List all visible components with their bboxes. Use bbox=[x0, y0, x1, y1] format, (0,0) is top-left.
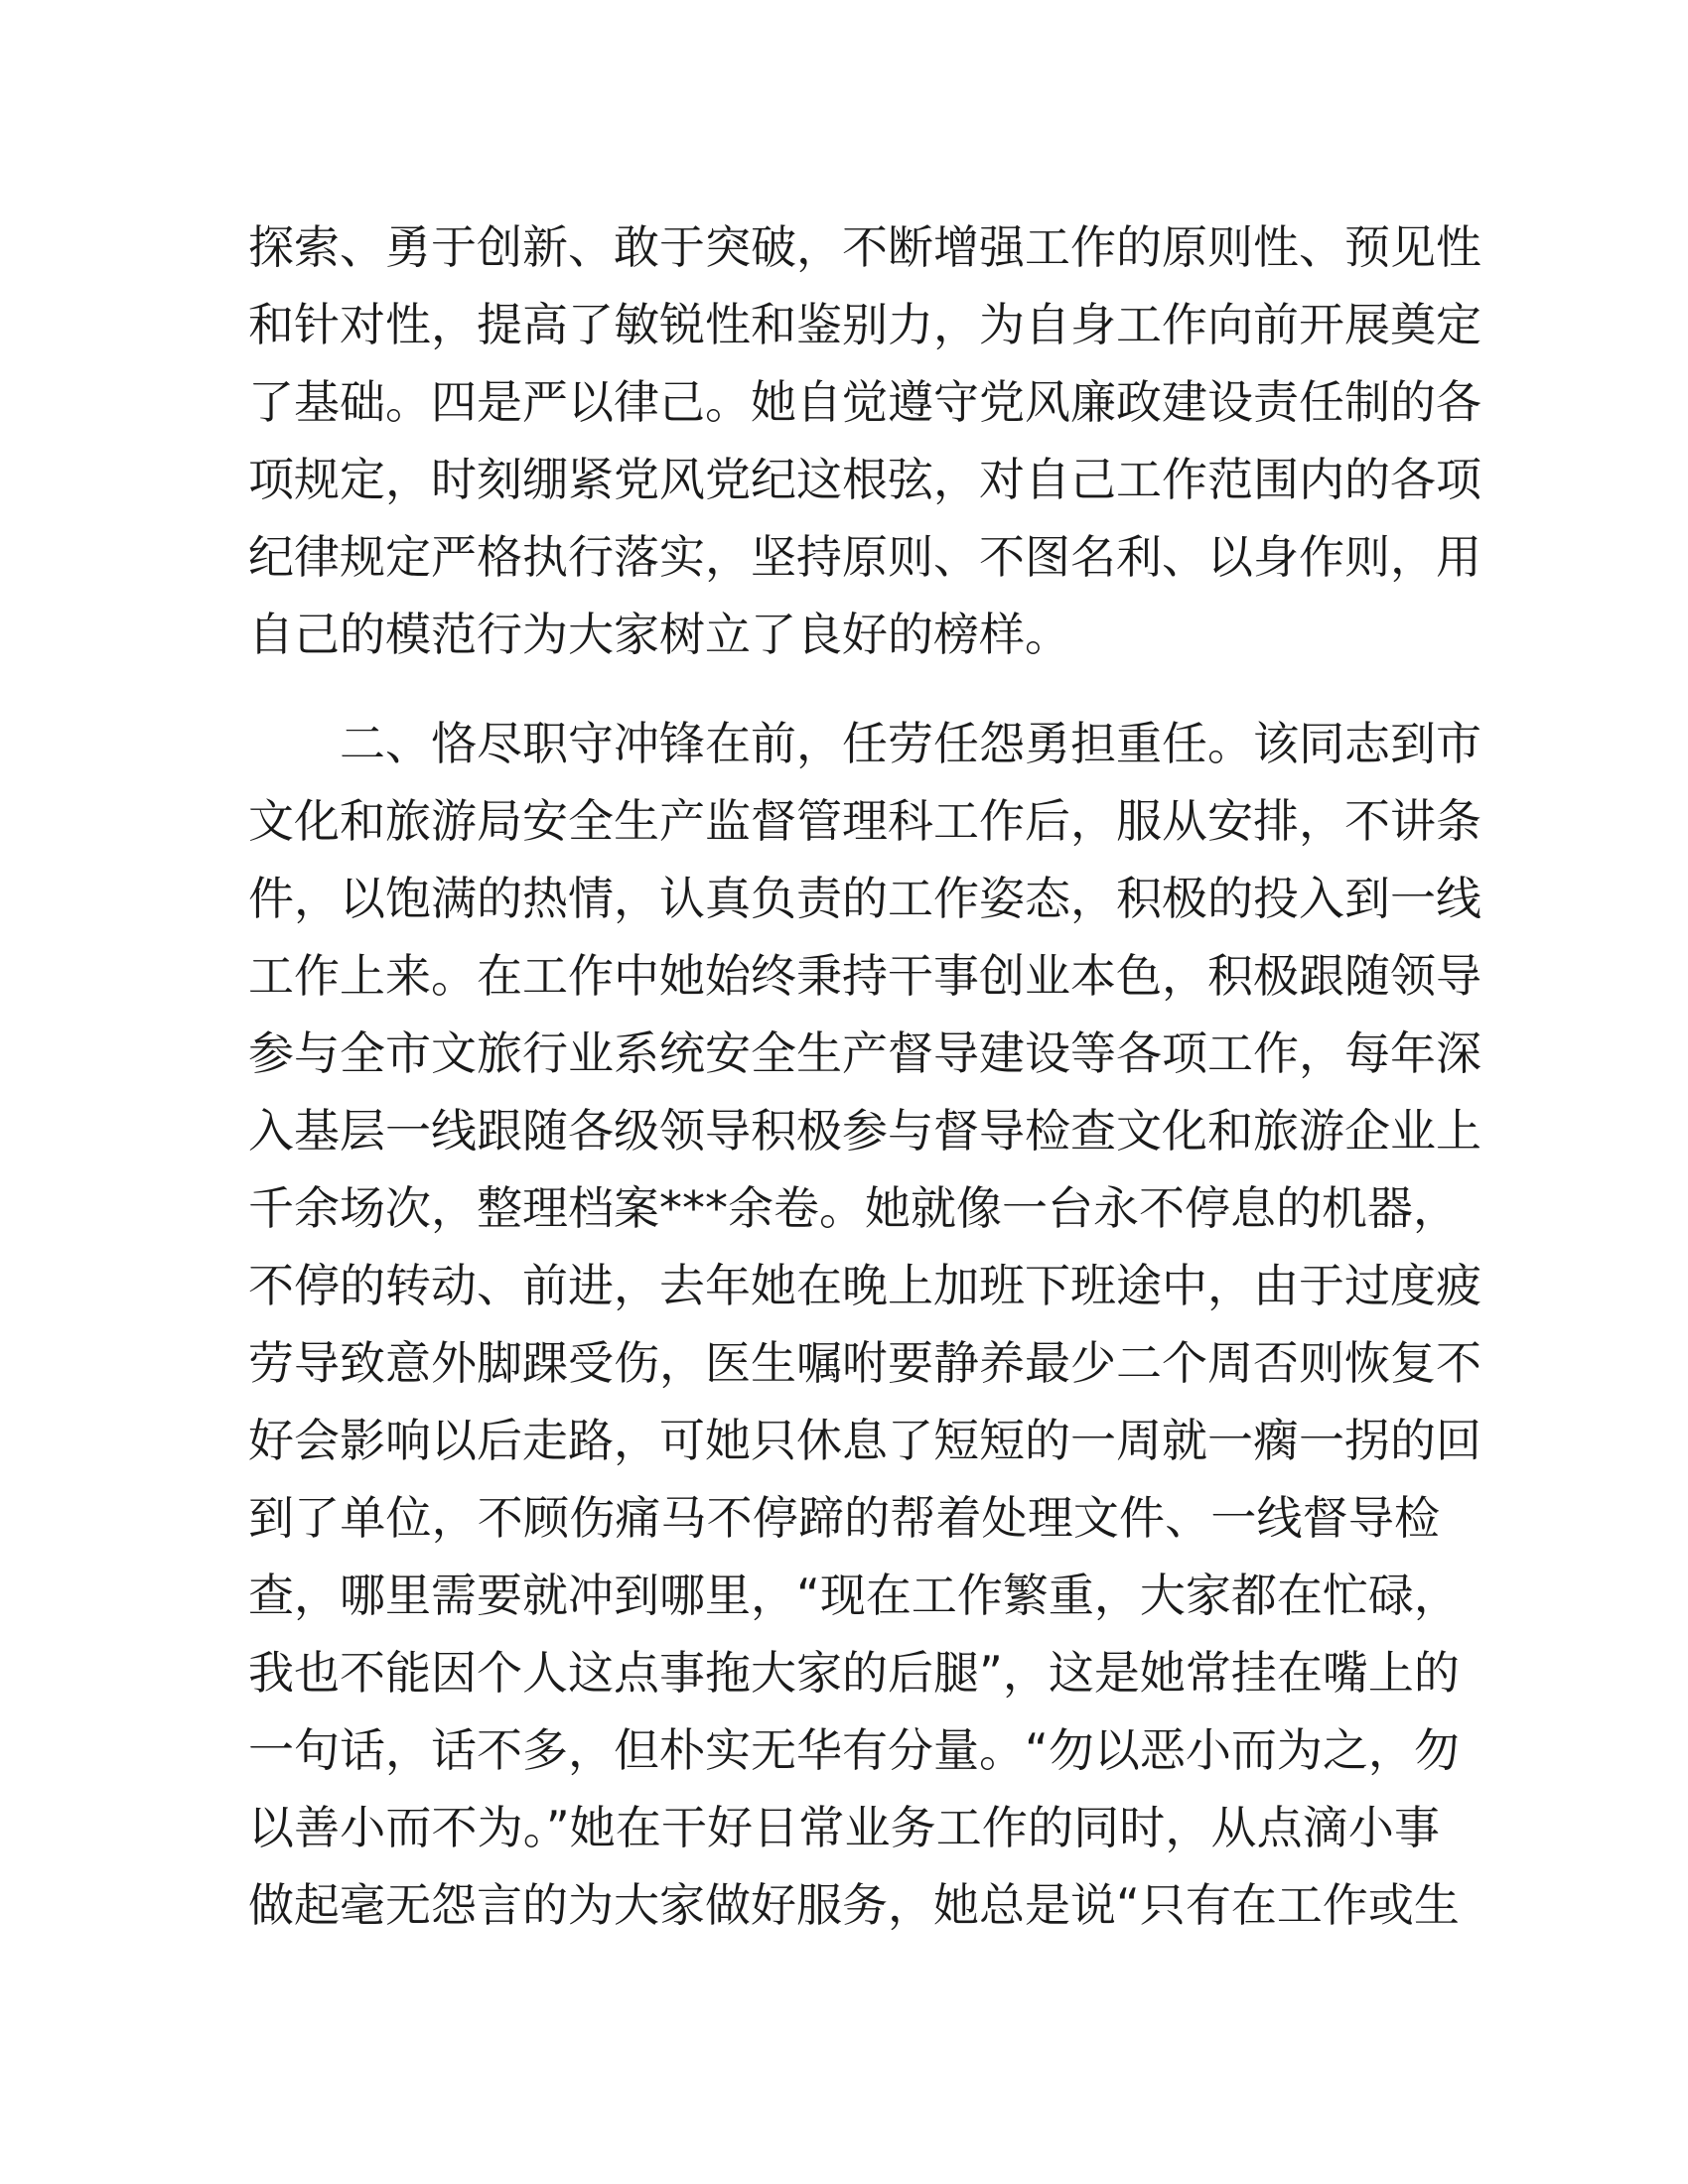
paragraph-line: 了基础。四是严以律己。她自觉遵守党风廉政建设责任制的各 bbox=[248, 375, 1481, 429]
paragraph-line: 好会影响以后走路，可她只休息了短短的一周就一瘸一拐的回 bbox=[248, 1414, 1481, 1467]
paragraph-1 bbox=[248, 208, 1481, 673]
paragraph-line: 查，哪里需要就冲到哪里，“现在工作繁重，大家都在忙碌， bbox=[248, 1569, 1460, 1622]
paragraph-line: 千余场次，整理档案***余卷。她就像一台永不停息的机器， bbox=[248, 1181, 1459, 1235]
paragraph-line: 一句话，话不多，但朴实无华有分量。“勿以恶小而为之，勿 bbox=[248, 1723, 1460, 1777]
paragraph-line: 和针对性，提高了敏锐性和鉴别力，为自身工作向前开展奠定 bbox=[248, 298, 1481, 351]
paragraph-line: 参与全市文旅行业系统安全生产督导建设等各项工作，每年深 bbox=[248, 1026, 1481, 1080]
document-page bbox=[248, 208, 1481, 1944]
paragraph-line: 纪律规定严格执行落实，坚持原则、不图名利、以身作则，用 bbox=[248, 530, 1481, 584]
paragraph-line: 以善小而不为。”她在干好日常业务工作的同时，从点滴小事 bbox=[248, 1801, 1440, 1854]
paragraph-line: 文化和旅游局安全生产监督管理科工作后，服从安排，不讲条 bbox=[248, 794, 1481, 848]
paragraph-line: 我也不能因个人这点事拖大家的后腿”，这是她常挂在嘴上的 bbox=[248, 1646, 1460, 1700]
paragraph-line: 劳导致意外脚踝受伤，医生嘱咐要静养最少二个周否则恢复不 bbox=[248, 1336, 1481, 1390]
paragraph-line: 件，以饱满的热情，认真负责的工作姿态，积极的投入到一线 bbox=[248, 872, 1481, 925]
paragraph-line: 到了单位，不顾伤痛马不停蹄的帮着处理文件、一线督导检 bbox=[248, 1491, 1440, 1545]
paragraph-2 bbox=[248, 705, 1481, 1944]
section-heading-line: 二、恪尽职守冲锋在前，任劳任怨勇担重任。该同志到市 bbox=[340, 717, 1481, 770]
paragraph-line: 工作上来。在工作中她始终秉持干事创业本色，积极跟随领导 bbox=[248, 949, 1481, 1003]
paragraph-line: 做起毫无怨言的为大家做好服务，她总是说“只有在工作或生 bbox=[248, 1878, 1460, 1932]
paragraph-line: 入基层一线跟随各级领导积极参与督导检查文化和旅游企业上 bbox=[248, 1104, 1481, 1158]
paragraph-line: 不停的转动、前进，去年她在晚上加班下班途中，由于过度疲 bbox=[248, 1259, 1481, 1312]
paragraph-line: 项规定，时刻绷紧党风党纪这根弦，对自己工作范围内的各项 bbox=[248, 453, 1481, 506]
paragraph-spacer bbox=[248, 673, 1440, 705]
paragraph-line: 探索、勇于创新、敢于突破，不断增强工作的原则性、预见性 bbox=[248, 220, 1481, 274]
paragraph-line: 自己的模范行为大家树立了良好的榜样。 bbox=[248, 608, 1070, 661]
